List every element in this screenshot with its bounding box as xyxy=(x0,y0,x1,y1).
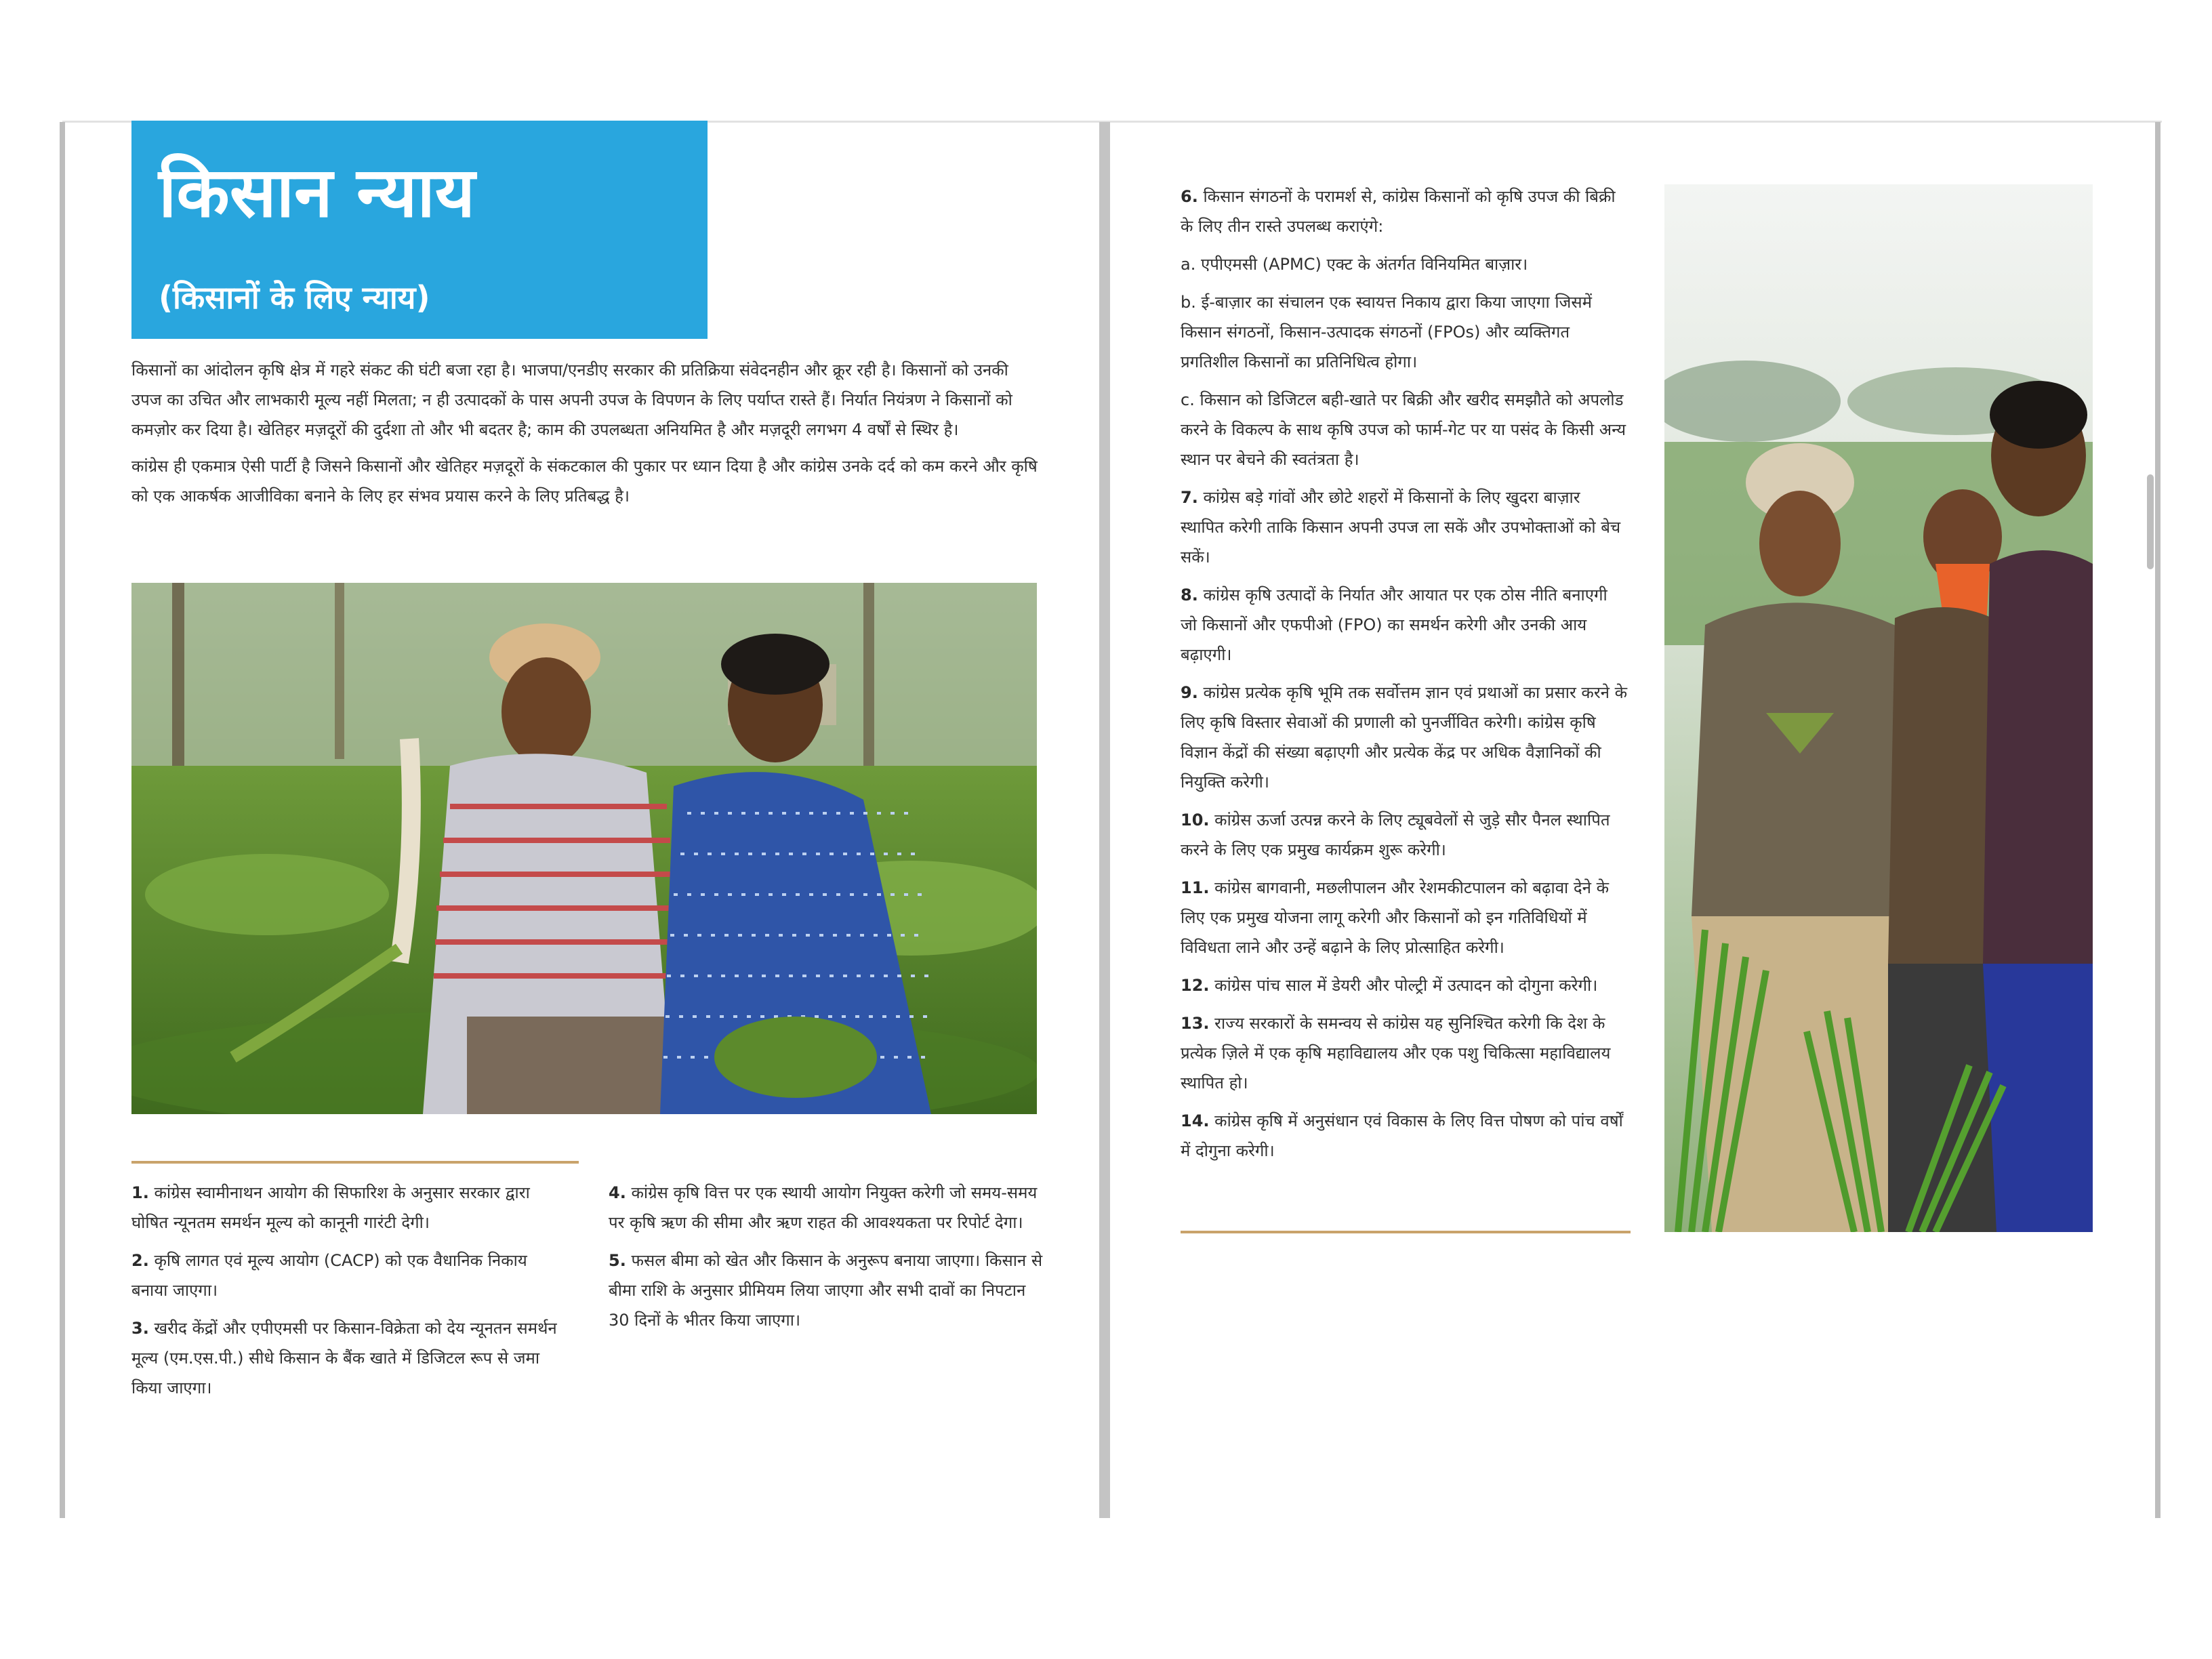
item-number: 3. xyxy=(131,1319,149,1338)
list-item xyxy=(1181,580,1628,670)
item-text: खरीद केंद्रों और एपीएमसी पर किसान-विक्रेता को देय न्यूनतन समर्थन मूल्य (एम.एस.पी.) सीधे किसान के बैंक खाते में डिजिटल रूप से जमा किया जाएगा। xyxy=(131,1319,557,1397)
item-text: फसल बीमा को खेत और किसान के अनुरूप बनाया जाएगा। किसान से बीमा राशि के अनुसार प्रीमियम लिया जाएगा और सभी दावों का निपटान 30 दिनों के भीतर किया जाएगा। xyxy=(609,1251,1043,1330)
list-subitem xyxy=(1181,287,1628,377)
item-text: कांग्रेस बागवानी, मछलीपालन और रेशमकीटपालन को बढ़ावा देने के लिए एक प्रमुख योजना लागू करेगी और किसानों को इन गतिविधियों में विविधता लाने और उन्हें बढ़ाने के लिए प्रोत्साहित करेगी। xyxy=(1181,878,1610,957)
item-number: 5. xyxy=(609,1251,626,1270)
list-item xyxy=(609,1178,1049,1237)
item-number: 9. xyxy=(1181,683,1198,702)
item-number: 10. xyxy=(1181,811,1210,830)
item-text: कृषि लागत एवं मूल्य आयोग (CACP) को एक वैधानिक निकाय बनाया जाएगा। xyxy=(131,1251,527,1300)
young-farmers-photo xyxy=(1664,184,2093,1232)
item-text: राज्य सरकारों के समन्वय से कांग्रेस यह सुनिश्चित करेगी कि देश के प्रत्येक ज़िले में एक कृषि महाविद्यालय और एक पशु चिकित्सा महाविद्यालय स्थापित हो। xyxy=(1181,1014,1611,1092)
item-number: 14. xyxy=(1181,1111,1210,1130)
list-item xyxy=(1181,1008,1628,1098)
item-number: 8. xyxy=(1181,586,1198,605)
item-number: 11. xyxy=(1181,878,1210,897)
list-item xyxy=(131,1246,565,1305)
intro-text xyxy=(131,355,1040,518)
list-subitem xyxy=(1181,249,1628,279)
right-page-edge xyxy=(2155,122,2160,1518)
list-item xyxy=(131,1313,565,1403)
item-text: a. एपीएमसी (APMC) एक्ट के अंतर्गत विनियमित बाज़ार। xyxy=(1181,255,1528,274)
item-number: 2. xyxy=(131,1251,149,1270)
page-subtitle: (किसानों के लिए न्याय) xyxy=(159,279,430,316)
item-text: b. ई-बाज़ार का संचालन एक स्वायत्त निकाय द्वारा किया जाएगा जिसमें किसान संगठनों, किसान-उत्पादक संगठनों (FPOs) और व्यक्तिगत प्रगतिशील किसानों का प्रतिनिधित्व होगा। xyxy=(1181,293,1592,371)
item-text: कांग्रेस कृषि में अनुसंधान एवं विकास के लिए वित्त पोषण को पांच वर्षों में दोगुना करेगी। xyxy=(1181,1111,1623,1160)
item-text: कांग्रेस पांच साल में डेयरी और पोल्ट्री में उत्पादन को दोगुना करेगी। xyxy=(1214,976,1598,995)
list-subitem xyxy=(1181,385,1628,474)
item-text: कांग्रेस कृषि वित्त पर एक स्थायी आयोग नियुक्त करेगी जो समय-समय पर कृषि ऋण की सीमा और ऋण राहत की आवश्यकता पर रिपोर्ट देगा। xyxy=(609,1183,1038,1232)
list-item xyxy=(1181,182,1628,241)
intro-paragraph: कांग्रेस ही एकमात्र ऐसी पार्टी है जिसने किसानों और खेतिहर मज़दूरों के संकटकाल की पुकार पर ध्यान दिया है और कांग्रेस उनके दर्द को कम करने और कृषि को एक आकर्षक आजीविका बनाने के लिए हर संभव प्रयास करने के लिए प्रतिबद्ध है। xyxy=(131,457,1038,506)
section-divider xyxy=(131,1161,579,1164)
farmers-couple-photo xyxy=(131,583,1037,1114)
item-text: कांग्रेस कृषि उत्पादों के निर्यात और आयात पर एक ठोस नीति बनाएगी जो किसानों और एफपीओ (FPO) का समर्थन करेगी और उनकी आय बढ़ाएगी। xyxy=(1181,586,1607,664)
list-item xyxy=(1181,678,1628,797)
item-number: 1. xyxy=(131,1183,149,1202)
list-item xyxy=(1181,483,1628,572)
list-item xyxy=(1181,805,1628,865)
item-text: किसान संगठनों के परामर्श से, कांग्रेस किसानों को कृषि उपज की बिक्री के लिए तीन रास्ते उपलब्ध कराएंगे: xyxy=(1181,187,1616,236)
item-number: 4. xyxy=(609,1183,626,1202)
page-title: किसान न्याय xyxy=(159,152,476,233)
promise-list-col-3 xyxy=(1181,182,1628,1174)
left-page-edge xyxy=(60,122,65,1518)
title-banner xyxy=(131,121,708,339)
list-item xyxy=(609,1246,1049,1335)
promise-list-col-1 xyxy=(131,1178,565,1411)
promise-list-col-2 xyxy=(609,1178,1049,1343)
item-text: कांग्रेस स्वामीनाथन आयोग की सिफारिश के अनुसार सरकार द्वारा घोषित न्यूनतम समर्थन मूल्य को कानूनी गारंटी देगी। xyxy=(131,1183,530,1232)
item-number: 7. xyxy=(1181,488,1198,507)
list-item xyxy=(131,1178,565,1237)
list-item xyxy=(1181,1106,1628,1166)
item-text: c. किसान को डिजिटल बही-खाते पर बिक्री और खरीद समझौते को अपलोड करने के विकल्प के साथ कृषि उपज को फार्म-गेट पर या पसंद के किसी अन्य स्थान पर बेचने की स्वतंत्रता है। xyxy=(1181,390,1626,469)
list-item xyxy=(1181,970,1628,1000)
intro-paragraph: किसानों का आंदोलन कृषि क्षेत्र में गहरे संकट की घंटी बजा रहा है। भाजपा/एनडीए सरकार की प्रतिक्रिया संवेदनहीन और क्रूर रही है। किसानों को उनकी उपज का उचित और लाभकारी मूल्य नहीं मिलता; न ही उत्पादकों के पास अपनी उपज के विपणन के लिए पर्याप्त रास्ते हैं। निर्यात नियंत्रण ने किसानों को कमज़ोर कर दिया है। खेतिहर मज़दूरों की दुर्दशा तो और भी बदतर है; काम की उपलब्धता अनियमित है और मज़दूरी लगभग 4 वर्षों से स्थिर है। xyxy=(131,361,1012,439)
list-item xyxy=(1181,873,1628,962)
item-text: कांग्रेस ऊर्जा उत्पन्न करने के लिए ट्यूबवेलों से जुड़े सौर पैनल स्थापित करने के लिए एक प्रमुख कार्यक्रम शुरू करेगी। xyxy=(1181,811,1610,859)
vertical-scrollbar[interactable] xyxy=(2147,474,2154,569)
item-number: 6. xyxy=(1181,187,1198,206)
item-number: 12. xyxy=(1181,976,1210,995)
item-number: 13. xyxy=(1181,1014,1210,1033)
section-divider xyxy=(1181,1231,1631,1233)
item-text: कांग्रेस प्रत्येक कृषि भूमि तक सर्वोत्तम ज्ञान एवं प्रथाओं का प्रसार करने के लिए कृषि विस्तार सेवाओं की प्रणाली को पुनर्जीवित करेगी। कांग्रेस कृषि विज्ञान केंद्रों की संख्या बढ़ाएगी और प्रत्येक केंद्र पर अधिक वैज्ञानिकों की नियुक्ति करेगी। xyxy=(1181,683,1628,792)
page-spine xyxy=(1099,122,1110,1518)
item-text: कांग्रेस बड़े गांवों और छोटे शहरों में किसानों के लिए खुदरा बाज़ार स्थापित करेगी ताकि किसान अपनी उपज ला सकें और उपभोक्ताओं को बेच सकें। xyxy=(1181,488,1621,567)
